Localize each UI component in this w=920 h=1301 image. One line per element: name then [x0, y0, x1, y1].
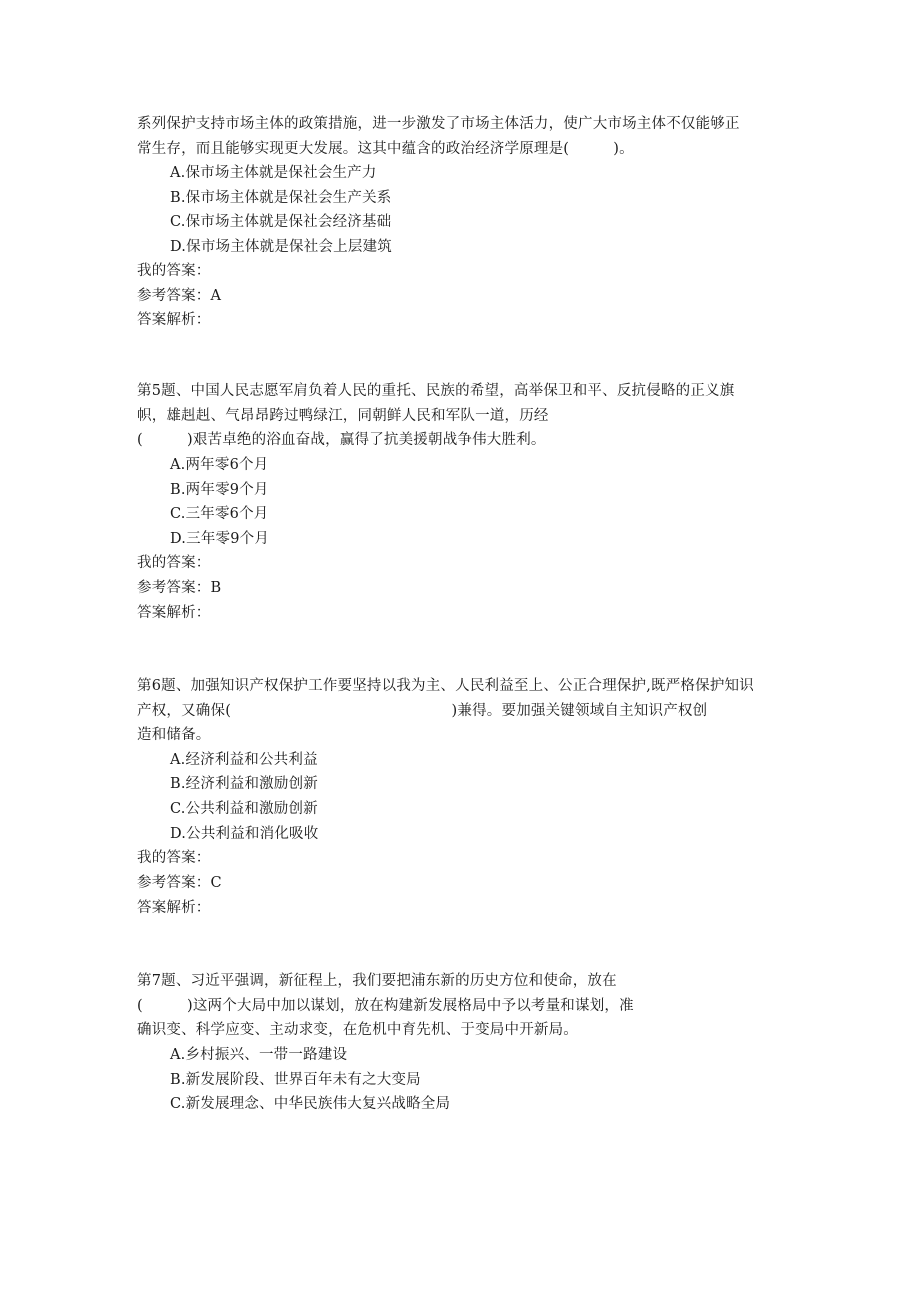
q6-answer-analysis: 答案解析：	[137, 900, 211, 916]
q6-option-c: C.公共利益和激励创新	[170, 801, 318, 817]
q4-option-c: C.保市场主体就是保社会经济基础	[170, 214, 392, 230]
q7-option-b: B.新发展阶段、世界百年未有之大变局	[170, 1072, 421, 1088]
q5-stem-line-3: ( )艰苦卓绝的浴血奋战，赢得了抗美援朝战争伟大胜利。	[137, 432, 546, 448]
q6-stem-line-2: 产权，又确保( )兼得。要加强关键领域自主知识产权创	[137, 703, 708, 719]
q5-option-b: B.两年零9个月	[170, 482, 269, 498]
q6-stem-line-3: 造和储备。	[137, 727, 211, 743]
q5-stem-line-2: 帜，雄赳赳、气昂昂跨过鸭绿江，同朝鲜人民和军队一道，历经	[137, 408, 549, 424]
q6-my-answer: 我的答案：	[137, 850, 211, 866]
q4-option-b: B.保市场主体就是保社会生产关系	[170, 190, 392, 206]
q5-option-a: A.两年零6个月	[170, 457, 269, 473]
q4-answer-analysis: 答案解析：	[137, 312, 211, 328]
q4-stem-line-1: 系列保护支持市场主体的政策措施，进一步激发了市场主体活力，使广大市场主体不仅能够正	[137, 116, 740, 132]
q6-option-a: A.经济利益和公共利益	[170, 752, 318, 768]
q5-option-d: D.三年零9个月	[170, 531, 270, 547]
q4-reference-answer: 参考答案：A	[137, 288, 222, 304]
q5-reference-answer: 参考答案：B	[137, 580, 222, 596]
q6-stem-line-1: 第6题、加强知识产权保护工作要坚持以我为主、人民利益至上、公正合理保护,既严格保护知识	[137, 678, 754, 694]
q7-stem-line-1: 第7题、习近平强调，新征程上，我们要把浦东新的历史方位和使命，放在	[137, 973, 617, 989]
q4-my-answer: 我的答案：	[137, 263, 211, 279]
q7-stem-line-2: ( )这两个大局中加以谋划，放在构建新发展格局中予以考量和谋划，准	[137, 998, 634, 1014]
q4-stem-line-2: 常生存，而且能够实现更大发展。这其中蕴含的政治经济学原理是( )。	[137, 141, 634, 157]
q4-option-d: D.保市场主体就是保社会上层建筑	[170, 239, 392, 255]
q4-option-a: A.保市场主体就是保社会生产力	[170, 165, 377, 181]
q5-stem-line-1: 第5题、中国人民志愿军肩负着人民的重托、民族的希望，高举保卫和平、反抗侵略的正义旗	[137, 383, 735, 399]
q5-answer-analysis: 答案解析：	[137, 605, 211, 621]
q6-option-b: B.经济利益和激励创新	[170, 776, 318, 792]
q7-option-c: C.新发展理念、中华民族伟大复兴战略全局	[170, 1096, 451, 1112]
q7-option-a: A.乡村振兴、一带一路建设	[170, 1047, 348, 1063]
q6-option-d: D.公共利益和消化吸收	[170, 826, 319, 842]
q6-reference-answer: 参考答案：C	[137, 875, 222, 891]
q5-option-c: C.三年零6个月	[170, 506, 269, 522]
q5-my-answer: 我的答案：	[137, 555, 211, 571]
q7-stem-line-3: 确识变、科学应变、主动求变，在危机中育先机、于变局中开新局。	[137, 1022, 578, 1038]
